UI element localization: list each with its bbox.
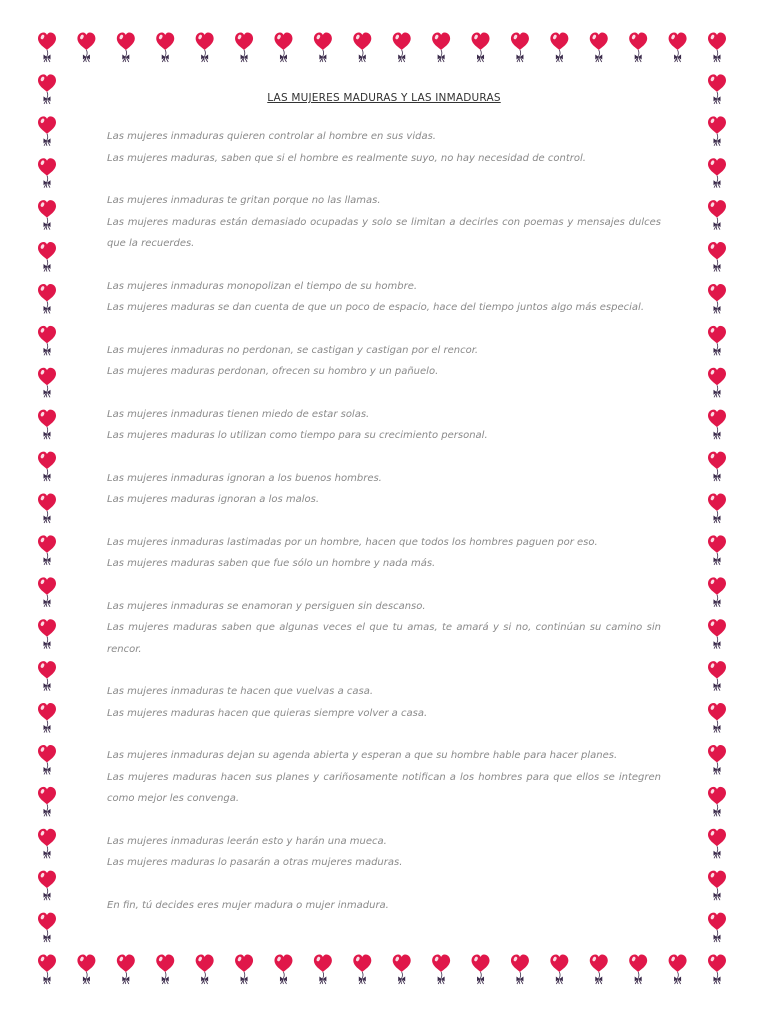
heart-balloon-icon (708, 284, 726, 314)
heart-balloon-icon (38, 619, 56, 649)
heart-balloon-icon (156, 955, 174, 985)
heart-balloon-icon (708, 410, 726, 440)
heart-balloon-icon (669, 955, 687, 985)
heart-balloon-icon (353, 955, 371, 985)
heart-balloon-icon (511, 955, 529, 985)
paragraph (107, 276, 661, 319)
paragraph-line: Las mujeres inmaduras ignoran a los buenos hombres. (107, 472, 382, 484)
heart-balloon-icon (708, 452, 726, 482)
paragraph (107, 831, 661, 874)
heart-balloon-icon (38, 494, 56, 524)
document-title: LAS MUJERES MADURAS Y LAS INMADURAS (267, 92, 501, 104)
paragraph-line: Las mujeres maduras lo utilizan como tiempo para su crecimiento personal. (107, 430, 488, 441)
heart-balloon-icon (196, 33, 214, 63)
heart-balloon-icon (38, 284, 56, 314)
heart-balloon-icon (38, 577, 56, 607)
heart-balloon-icon (196, 955, 214, 985)
heart-balloon-icon (708, 494, 726, 524)
heart-balloon-icon (38, 745, 56, 775)
heart-balloon-icon (550, 33, 568, 63)
heart-balloon-icon (38, 158, 56, 188)
paragraph-line: Las mujeres inmaduras lastimadas por un hombre, hacen que todos los hombres paguen por eso. (107, 536, 598, 548)
paragraph (107, 745, 661, 810)
heart-balloon-icon (38, 955, 56, 985)
heart-balloon-icon (353, 33, 371, 63)
heart-balloon-icon (708, 33, 726, 63)
heart-balloon-icon (393, 955, 411, 985)
heart-balloon-icon (38, 242, 56, 272)
heart-balloon-icon (393, 33, 411, 63)
heart-balloon-icon (235, 955, 253, 985)
paragraph (107, 190, 661, 255)
paragraph-line: Las mujeres inmaduras se enamoran y persiguen sin descanso. (107, 600, 426, 612)
heart-balloon-icon (708, 158, 726, 188)
heart-balloon-icon (511, 33, 529, 63)
heart-balloon-icon (472, 33, 490, 63)
paragraph-line: Las mujeres inmaduras monopolizan el tiempo de su hombre. (107, 280, 418, 292)
heart-balloon-icon (629, 955, 647, 985)
heart-balloon-icon (708, 703, 726, 733)
heart-balloon-icon (274, 955, 292, 985)
paragraph-line: Las mujeres inmaduras te hacen que vuelvas a casa. (107, 686, 374, 697)
heart-balloon-icon (590, 955, 608, 985)
heart-balloon-icon (432, 955, 450, 985)
heart-balloon-icon (708, 745, 726, 775)
heart-balloon-icon (77, 955, 95, 985)
heart-balloon-icon (38, 116, 56, 145)
paragraph-line: Las mujeres inmaduras tienen miedo de estar solas. (107, 408, 370, 420)
heart-balloon-icon (708, 577, 726, 607)
heart-balloon-icon (708, 535, 726, 565)
heart-balloon-icon (38, 452, 56, 482)
paragraph (107, 532, 661, 575)
heart-balloon-icon (38, 535, 56, 565)
heart-balloon-icon (38, 661, 56, 691)
paragraph-line: Las mujeres inmaduras te gritan porque no las llamas. (107, 195, 381, 206)
paragraph-line: Las mujeres inmaduras dejan su agenda abierta y esperan a que su hombre hable para hacer planes. (107, 750, 618, 761)
heart-balloon-icon (38, 410, 56, 440)
paragraph-line: En fin, tú decides eres mujer madura o mujer inmadura. (107, 899, 389, 911)
heart-balloon-icon (432, 33, 450, 63)
paragraph (107, 681, 661, 724)
heart-balloon-icon (708, 326, 726, 356)
heart-balloon-icon (38, 33, 56, 63)
heart-balloon-icon (708, 619, 726, 649)
heart-balloon-icon (708, 116, 726, 145)
heart-balloon-icon (117, 33, 135, 63)
heart-balloon-icon (550, 955, 568, 985)
heart-balloon-icon (38, 829, 56, 859)
paragraph-line: Las mujeres inmaduras quieren controlar al hombre en sus vidas. (107, 131, 436, 142)
heart-balloon-icon (708, 955, 726, 985)
heart-balloon-icon (77, 33, 95, 63)
document-body (107, 92, 661, 937)
heart-balloon-icon (38, 368, 56, 398)
paragraph (107, 126, 661, 169)
paragraph (107, 468, 661, 511)
paragraph (107, 596, 661, 661)
paragraph-line: Las mujeres maduras perdonan, ofrecen su hombro y un pañuelo. (107, 366, 439, 377)
heart-balloon-icon (708, 871, 726, 901)
paragraph (107, 404, 661, 447)
heart-balloon-icon (669, 33, 687, 63)
heart-balloon-icon (708, 200, 726, 230)
heart-balloon-icon (708, 368, 726, 398)
heart-balloon-icon (274, 33, 292, 63)
heart-balloon-icon (235, 33, 253, 63)
paragraph-line: Las mujeres maduras hacen que quieras siempre volver a casa. (107, 707, 428, 719)
paragraph-line: Las mujeres maduras hacen sus planes y cariñosamente notifican a los hombres para que ellos se integren como mejor les convenga. (107, 771, 661, 804)
heart-balloon-icon (117, 955, 135, 985)
heart-balloon-icon (629, 33, 647, 63)
paragraph-line: Las mujeres maduras ignoran a los malos. (107, 494, 320, 505)
heart-balloon-icon (708, 661, 726, 691)
heart-balloon-icon (708, 74, 726, 104)
paragraph-line: Las mujeres maduras se dan cuenta de que un poco de espacio, hace del tiempo juntos algo más especial. (107, 302, 645, 313)
heart-balloon-icon (38, 703, 56, 733)
heart-balloon-icon (708, 242, 726, 272)
paragraph-line: Las mujeres inmaduras no perdonan, se castigan y castigan por el rencor. (107, 344, 479, 356)
heart-balloon-icon (38, 871, 56, 901)
heart-balloon-icon (38, 326, 56, 356)
paragraph-line: Las mujeres maduras están demasiado ocupadas y solo se limitan a decirles con poemas y mensajes dulces que la recuerdes. (107, 216, 661, 249)
paragraph-line: Las mujeres maduras saben que algunas veces el que tu amas, te amará y si no, continúan su camino sin rencor. (107, 622, 661, 655)
heart-balloon-icon (38, 200, 56, 230)
paragraph-line: Las mujeres maduras saben que fue sólo un hombre y nada más. (107, 558, 436, 569)
heart-balloon-icon (38, 787, 56, 817)
paragraph-line: Las mujeres maduras, saben que si el hombre es realmente suyo, no hay necesidad de control. (107, 152, 586, 164)
paragraph (107, 895, 661, 917)
heart-balloon-icon (590, 33, 608, 63)
paragraph-list (107, 126, 661, 916)
paragraph-line: Las mujeres inmaduras leerán esto y harán una mueca. (107, 835, 387, 847)
heart-balloon-icon (156, 33, 174, 63)
paragraph (107, 340, 661, 383)
paragraph-line: Las mujeres maduras lo pasarán a otras mujeres maduras. (107, 857, 403, 868)
heart-balloon-icon (708, 829, 726, 859)
heart-balloon-icon (314, 33, 332, 63)
heart-balloon-icon (314, 955, 332, 985)
heart-balloon-icon (472, 955, 490, 985)
heart-balloon-icon (38, 74, 56, 104)
heart-balloon-icon (708, 787, 726, 817)
heart-balloon-icon (38, 913, 56, 943)
heart-balloon-icon (708, 913, 726, 943)
